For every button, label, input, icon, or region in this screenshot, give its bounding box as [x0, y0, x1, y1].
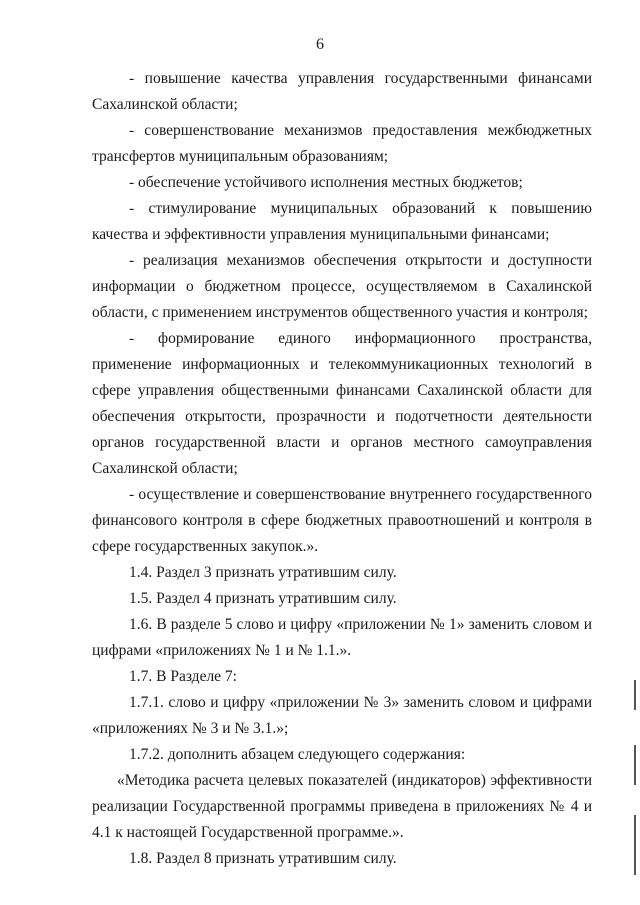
- paragraph-5: - реализация механизмов обеспечения открытости и доступности информации о бюджетном процессе, осуществляемом в Сахалинской области, с применением инструментов общественного участия и контроля;: [92, 252, 592, 321]
- paragraph-13: 1.7.2. дополнить абзацем следующего содержания:: [129, 746, 466, 763]
- page-number: 6: [316, 36, 324, 53]
- scan-edge-mark: [634, 815, 636, 875]
- paragraph-8: 1.4. Раздел 3 признать утратившим силу.: [129, 564, 397, 581]
- paragraph-4: - стимулирование муниципальных образований к повышению качества и эффективности управления муниципальными финансами;: [92, 200, 592, 243]
- paragraph-2: - совершенствование механизмов предоставления межбюджетных трансфертов муниципальным образованиям;: [92, 122, 592, 165]
- paragraph-3: - обеспечение устойчивого исполнения местных бюджетов;: [129, 174, 523, 191]
- paragraph-12: 1.7.1. слово и цифру «приложении № 3» заменить словом и цифрами «приложениях № 3 и № 3.1.»;: [92, 694, 592, 737]
- paragraph-11: 1.7. В Разделе 7:: [129, 668, 237, 685]
- scan-edge-mark: [634, 745, 636, 785]
- scan-edge-mark: [634, 680, 636, 710]
- paragraph-10: 1.6. В разделе 5 слово и цифру «приложении № 1» заменить словом и цифрами «приложениях № 1 и № 1.1.».: [92, 616, 592, 659]
- document-body: [92, 66, 592, 872]
- paragraph-9: 1.5. Раздел 4 признать утратившим силу.: [129, 590, 397, 607]
- paragraph-1: - повышение качества управления государственными финансами Сахалинской области;: [92, 70, 592, 113]
- paragraph-6: - формирование единого информационного пространства, применение информационных и телекоммуникационных технологий в сфере управления общественными финансами Сахалинской области для обеспечения открытости, прозрачности и подотчетности деятельности органов государственной власти и органов местного самоуправления Сахалинской области;: [92, 330, 592, 477]
- paragraph-15: 1.8. Раздел 8 признать утратившим силу.: [129, 850, 397, 867]
- paragraph-14: «Методика расчета целевых показателей (индикаторов) эффективности реализации Государственной программы приведена в приложениях № 4 и 4.1 к настоящей Государственной программе.».: [92, 772, 592, 841]
- paragraph-7: - осуществление и совершенствование внутреннего государственного финансового контроля в сфере бюджетных правоотношений и контроля в сфере государственных закупок.».: [92, 486, 592, 555]
